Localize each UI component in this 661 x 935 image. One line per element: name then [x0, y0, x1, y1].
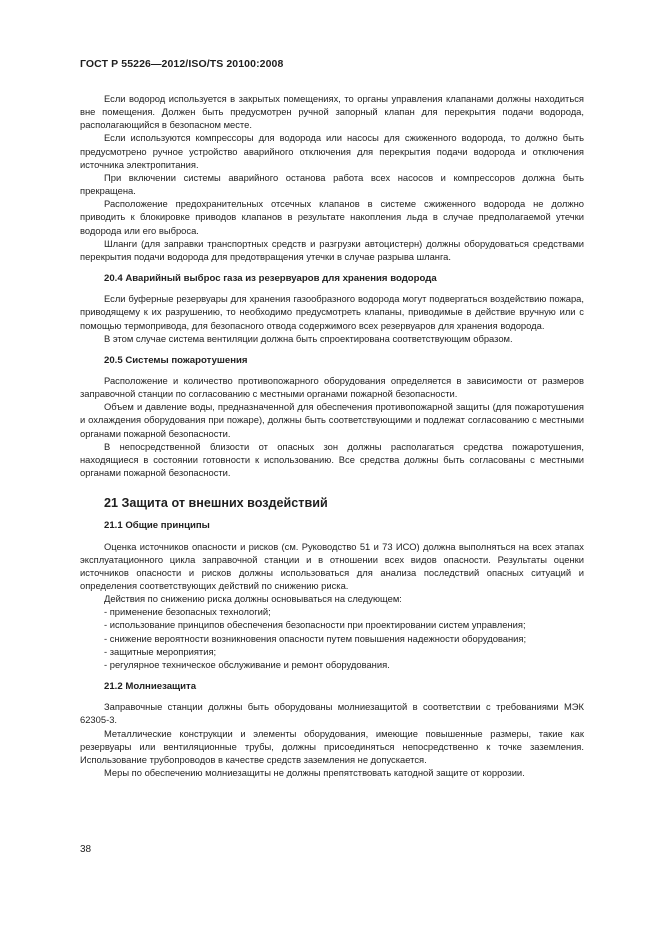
paragraph: Расположение предохранительных отсечных клапанов в системе сжиженного водорода не должно приводить к блокировке приводов клапанов в результате накопления льда в случае предполагаемой утечки водорода или его выброса.	[80, 198, 584, 236]
paragraph: Шланги (для заправки транспортных средств и разгрузки автоцистерн) должны оборудоваться средствами перекрытия подачи водорода для предотвращения утечки в случае разрыва шланга.	[80, 237, 584, 262]
section-heading-21: 21 Защита от внешних воздействий	[104, 496, 328, 511]
list-item: - использование принципов обеспечения безопасности при проектировании систем управления;	[104, 619, 526, 631]
paragraph: Меры по обеспечению молниезащиты не должны препятствовать катодной защите от коррозии.	[104, 767, 525, 779]
page-number: 38	[80, 844, 92, 855]
list-item: - снижение вероятности возникновения опасности путем повышения надежности оборудования;	[104, 632, 527, 644]
paragraph: В этом случае система вентиляции должна быть спроектирована соответствующим образом.	[104, 332, 513, 344]
paragraph: Заправочные станции должны быть оборудованы молниезащитой в соответствии с требованиями МЭК 62305-3.	[80, 701, 584, 726]
paragraph: Оценка источников опасности и рисков (см. Руководство 51 и 73 ИСО) должна выполняться на всех этапах эксплуатационного цикла заправочной станции и в отношении всех видов опасности. Результаты оценки источников опасности и рисков должны использоваться для анализа последствий опасных ситуаций и определения соответствующих действий по снижению риска.	[80, 540, 584, 591]
paragraph: При включении системы аварийного останова работа всех насосов и компрессоров должна быть прекращена.	[80, 171, 584, 197]
paragraph: Объем и давление воды, предназначенной для обеспечения противопожарной защиты (для пожаротушения и охлаждения оборудования при пожаре), должны быть соответствующими и подлежат согласованию с местными органами пожарной безопасности.	[80, 401, 584, 439]
document-header: ГОСТ Р 55226—2012/ISO/TS 20100:2008	[80, 58, 284, 70]
paragraph: Если водород используется в закрытых помещениях, то органы управления клапанами должны находиться вне помещения. Должен быть предусмотрен ручной запорный клапан для перекрытия подачи водорода, располагающийся в безопасном месте.	[80, 93, 584, 131]
section-heading-21-2: 21.2 Молниезащита	[104, 681, 197, 693]
list-item: - защитные мероприятия;	[104, 645, 217, 657]
section-heading-21-1: 21.1 Общие принципы	[104, 520, 210, 532]
list-item: - регулярное техническое обслуживание и ремонт оборудования.	[104, 658, 390, 670]
section-heading-20-5: 20.5 Системы пожаротушения	[104, 354, 248, 366]
paragraph: Если используются компрессоры для водорода или насосы для сжиженного водорода, то должно быть предусмотрено ручное устройство аварийного отключения для перекрытия подачи водорода и отключения источника электропитания.	[80, 132, 584, 170]
paragraph: Если буферные резервуары для хранения газообразного водорода могут подвергаться воздействию пожара, приводящему к их разрушению, то необходимо предусмотреть клапаны, приводимые в действие вручную или с помощью термопривода, для безопасного отвода содержимого всех резервуаров для хранения водорода.	[80, 293, 584, 331]
paragraph: Расположение и количество противопожарного оборудования определяется в зависимости от размеров заправочной станции по согласованию с местными органами пожарной безопасности.	[80, 374, 584, 400]
document-body	[80, 92, 584, 779]
paragraph: Действия по снижению риска должны основываться на следующем:	[104, 593, 402, 605]
list-item: - применение безопасных технологий;	[104, 606, 271, 618]
paragraph: В непосредственной близости от опасных зон должны располагаться средства пожаротушения, находящиеся в состоянии готовности к использованию. Все средства должны быть согласованы с местными органами пожарной безопасности.	[80, 440, 584, 479]
section-heading-20-4: 20.4 Аварийный выброс газа из резервуаров для хранения водорода	[104, 273, 437, 285]
paragraph: Металлические конструкции и элементы оборудования, имеющие повышенные размеры, такие как резервуары или вентиляционные трубы, должны присоединяться непосредственно к точке заземления. Использование трубопроводов в качестве средств заземления не допускается.	[80, 727, 584, 765]
